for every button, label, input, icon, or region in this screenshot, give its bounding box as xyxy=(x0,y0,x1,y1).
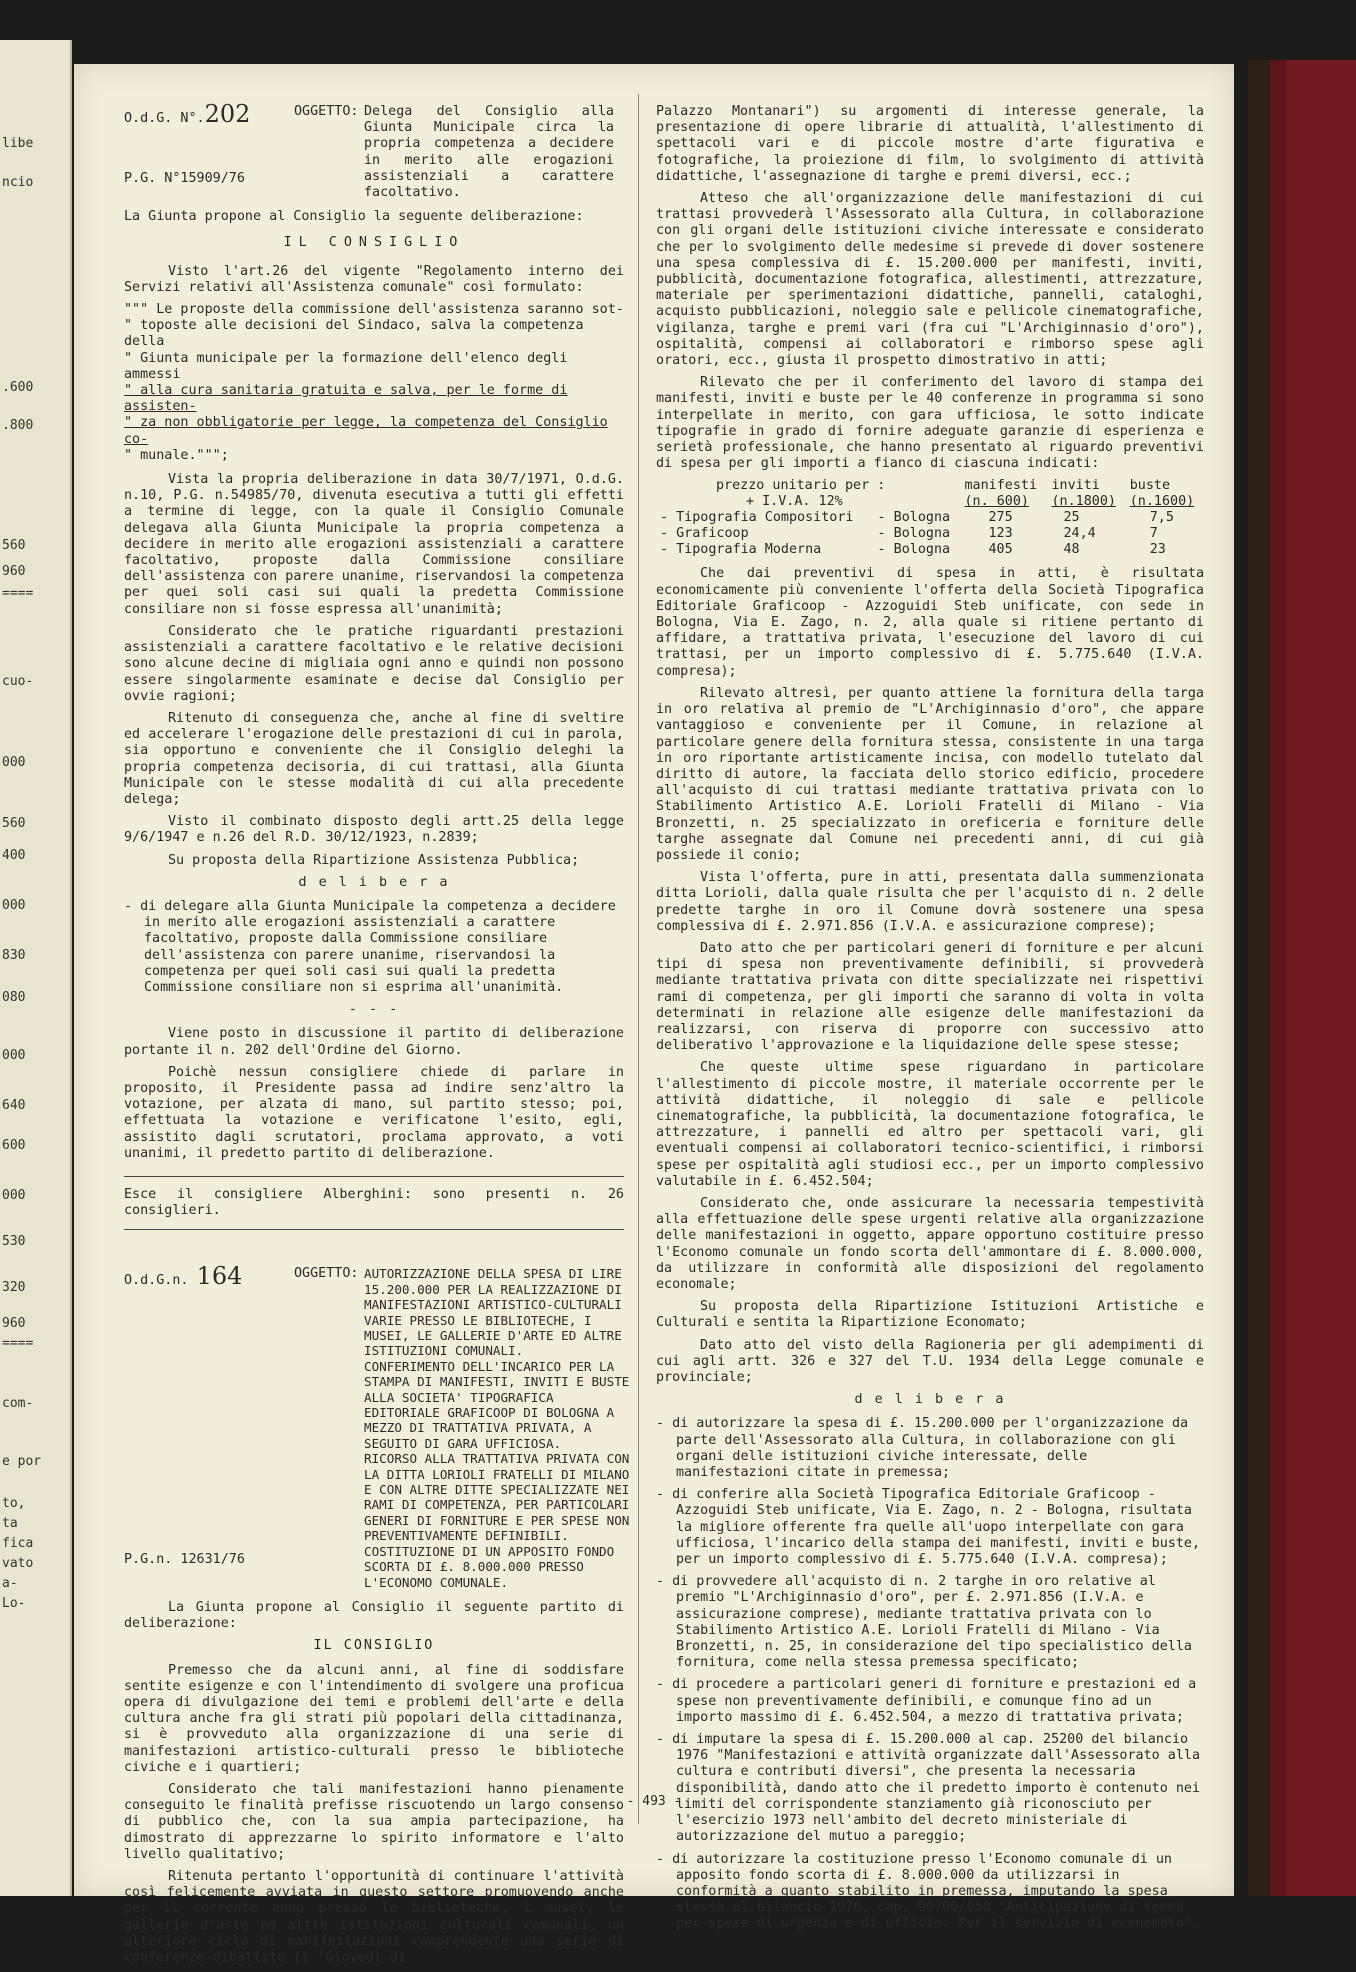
table-row: - Tipografia Moderna - Bologna 405 48 23 xyxy=(660,542,1166,558)
paragraph: Visto il combinato disposto degli artt.25 della legge 9/6/1947 e n.26 del R.D. 30/12/1923, n.2839; xyxy=(124,814,624,846)
quotes-table xyxy=(656,478,1204,558)
paragraph: Dato atto del visto della Ragioneria per gli adempimenti di cui agli artt. 326 e 327 del T.U. 1934 della Legge comunale e provinciale; xyxy=(656,1337,1204,1386)
prev-page-fragment: 830 xyxy=(2,948,26,963)
odg-label: O.d.G. N°. xyxy=(124,111,205,126)
paragraph: Su proposta della Ripartizione Assistenza Pubblica; xyxy=(168,852,580,868)
intro: La Giunta propone al Consiglio la seguente deliberazione: xyxy=(124,209,584,225)
pg-number: P.G.n. 12631/76 xyxy=(124,1551,245,1567)
paragraph: Ritenuta pertanto l'opportunità di continuare l'attività così felicemente avviata in questo settore promuovendo anche per il corrente anno presso le biblioteche, i musei, le gallerie d'arte ed altre istituzioni culturali comunali, un ulteriore ciclo di manifestazioni comprendente una serie di conferenze-dibattito (i "Giovedì di xyxy=(124,1868,624,1965)
paragraph: Atteso che all'organizzazione delle manifestazioni di cui trattasi provvederà l'Assessorato alla Cultura, in collaborazione con gli organi delle istituzioni civiche interessate e considerato che per lo svolgimento delle medesime si prevede di dover sostenere una spesa complessiva di £. 15.200.000 per manifesti, inviti, pubblicità, documentazione fotografica, allestimenti, attrezzature, materiale per sperimentazioni didattiche, pannelli, cataloghi, acquisto pubblicazioni, noleggio sale e pellicole cinematografiche, vigilanza, targhe e premi vari (fra cui "L'Archiginnasio d'oro"), ospitalità, compensi ai collaboratori e rimborso spese agli oratori, ecc., giusta il prospetto dimostrativo in atti; xyxy=(656,191,1204,369)
resolution-item: - di procedere a particolari generi di forniture e prestazioni ed a spese non preventivamente definibili, e comunque fino ad un importo massimo di £. 6.452.504, a mezzo di trattativa privata; xyxy=(656,1677,1197,1725)
paragraph: Su proposta della Ripartizione Istituzioni Artistiche e Culturali e sentita la Ripartizione Economato; xyxy=(656,1299,1204,1331)
prev-page-fragment: 000 xyxy=(2,1048,26,1063)
prev-page-fragment: 000 xyxy=(2,1188,26,1203)
prev-page-fragment: e por xyxy=(2,1454,42,1469)
prev-page-fragment: 960 xyxy=(2,564,26,579)
prev-page-fragment: libe xyxy=(2,136,34,151)
previous-page-edge xyxy=(0,40,72,1896)
table-header: prezzo unitario per : manifesti inviti buste xyxy=(716,478,1171,494)
table-row: - Tipografia Compositori - Bologna 275 25 7,5 xyxy=(660,510,1174,526)
oggetto-text: AUTORIZZAZIONE DELLA SPESA DI LIRE 15.200.000 PER LA REALIZZAZIONE DI MANIFESTAZIONI ARTISTICO-CULTURALI VARIE PRESSO LE BIBLIOTECHE, I MUSEI, LE GALLERIE D'ARTE ED ALTRE ISTITUZIONI COMUNALI. CONFERIMENTO DELL'INCARICO PER LA STAMPA DI MANIFESTI, INVITI E BUSTE ALLA SOCIETA' TIPOGRAFICA EDITORIALE GRAFICOOP DI BOLOGNA A MEZZO DI TRATTATIVA PRIVATA, A SEGUITO DI GARA UFFICIOSA. RICORSO ALLA TRATTATIVA PRIVATA CON LA DITTA LORIOLI FRATELLI DI MILANO E CON ALTRE DITTE SPECIALIZZATE NEI RAMI DI COMPETENZA, PER PARTICOLARI GENERI DI FORNITURE E PER SPESE NON PREVENTIVAMENTE DEFINIBILI. COSTITUZIONE DI UN APPOSITO FONDO SCORTA DI £. 8.000.000 PRESSO L'ECONOMO COMUNALE. xyxy=(364,1266,630,1590)
odg-number: 164 xyxy=(196,1262,243,1291)
prev-page-fragment: 320 xyxy=(2,1280,26,1295)
quoted-article: """ Le proposte della commissione dell'assistenza saranno sot- " toposte alle decisioni del Sindaco, salva la competenza della " Giunta municipale per la formazione dell'elenco degli ammessi " alla cura sanitaria gratuita e salva, per le forme di assisten- " za non obbligatorie per legge, la competenza del Consiglio co- " munale."""; xyxy=(124,302,624,463)
table-header: + I.V.A. 12% (n. 600) (n.1800) (n.1600) xyxy=(746,494,1195,510)
paragraph: Palazzo Montanari") su argomenti di interesse generale, la presentazione di opere librarie di attualità, l'allestimento di spettacoli vari e di piccole mostre d'arte figurativa e fotografiche, la proiezione di film, lo svolgimento di attività didattiche, l'assegnazione di targhe e premi diversi, ecc.; xyxy=(656,104,1204,184)
prev-page-fragment: 530 xyxy=(2,1234,26,1249)
odg-number: 202 xyxy=(204,100,251,128)
paragraph: Visto l'art.26 del vigente "Regolamento interno dei Servizi relativi all'Assistenza comunale" così formulato: xyxy=(124,263,624,295)
prev-page-fragment: 560 xyxy=(2,538,26,553)
separator: - - - xyxy=(348,1002,400,1018)
attendance-note: Esce il consigliere Alberghini: sono presenti n. 26 consiglieri. xyxy=(124,1186,624,1219)
section-heading: IL CONSIGLIO xyxy=(283,235,465,251)
prev-page-fragment: 600 xyxy=(2,1138,26,1153)
paragraph: Vista l'offerta, pure in atti, presentata dalla summenzionata ditta Lorioli, dalla quale risulta che per l'acquisto di n. 2 delle predette targhe in oro il Comune dovrà sostenere una spesa complessiva di £. 2.971.856 (I.V.A. e assicurazione comprese); xyxy=(656,870,1204,934)
right-column xyxy=(656,104,1204,1939)
odg-164-header xyxy=(124,1262,630,1590)
prev-page-fragment: vato xyxy=(2,1556,34,1571)
prev-page-fragment: ==== xyxy=(2,1336,34,1351)
prev-page-fragment: 960 xyxy=(2,1316,26,1331)
prev-page-fragment: 400 xyxy=(2,848,26,863)
oggetto-text: Delega del Consiglio alla Giunta Municipale circa la propria competenza a decidere in merito alle erogazioni assistenziali a carattere facoltativo. xyxy=(364,104,614,201)
prev-page-fragment: cuo- xyxy=(2,674,34,689)
resolution-item: - di conferire alla Società Tipografica Editoriale Graficoop - Azzoguidi Steb unificate, Via E. Zago, n. 2 - Bologna, risultata la migliore offerente fra quelle all'uopo interpellate con gara ufficiosa, l'incarico della stampa dei manifesti, inviti e buste, per un importo complessivo di £. 5.775.640 (I.V.A. compresa); xyxy=(656,1487,1201,1568)
resolution-item: - di delegare alla Giunta Municipale la competenza a decidere in merito alle erogazioni assistenziali a carattere facoltativo, proposte dalla Commissione consiliare dell'assistenza con parere unanime, riservandosi la competenza per quei soli casi sui quali la predetta Commissione consiliare non si esprima all'unanimità. xyxy=(124,898,616,995)
prev-page-fragment: ncio xyxy=(2,175,34,190)
prev-page-fragment: 080 xyxy=(2,990,26,1005)
oggetto-label: OGGETTO: xyxy=(294,104,359,119)
prev-page-fragment: Lo- xyxy=(2,1596,26,1611)
paragraph: Considerato che le pratiche riguardanti prestazioni assistenziali a carattere facoltativo e le relative decisioni sono alcune decine di migliaia ogni anno e quindi non possono essere singolarmente esaminate e decise dal Consiglio per ovvie ragioni; xyxy=(124,623,624,704)
resolution-item: - di autorizzare la costituzione presso l'Economo comunale di un apposito fondo scorta di £. 8.000.000 da utilizzarsi in conformità a quanto stabilito in premessa, imputando la spesa stessa al bilancio 1976, cap. 90700/050 "Anticipazione di somma per spese di urgenza e di ufficio: Per il servizio di economato". xyxy=(656,1851,1201,1932)
prev-page-fragment: .800 xyxy=(2,418,34,433)
page-number: - 493 - xyxy=(626,1794,682,1809)
delibera-heading: d e l i b e r a xyxy=(298,874,450,890)
document-page xyxy=(74,64,1234,1965)
prev-page-fragment: ==== xyxy=(2,586,34,601)
resolution-item: - di autorizzare la spesa di £. 15.200.000 per l'organizzazione da parte dell'Assessorato alla Cultura, in collaborazione con gli organi delle istituzioni civiche interessate, delle manifestazioni citate in premessa; xyxy=(656,1416,1189,1481)
prev-page-fragment: a- xyxy=(2,1576,18,1591)
paragraph: Che queste ultime spese riguardano in particolare l'allestimento di piccole mostre, il materiale occorrente per le attività didattiche, il noleggio di sale e pellicole cinematografiche, la pubblicità, la documentazione fotografica, le attrezzature, i pannelli ed altro per spettacoli vari, gli eventuali compensi ai collaboratori tecnico-scientifici, i rimborsi spese per ospitalità agli studiosi ecc., per un importo complessivo valutabile in £. 6.452.504; xyxy=(656,1060,1204,1189)
table-row: - Graficoop - Bologna 123 24,4 7 xyxy=(660,526,1158,542)
prev-page-fragment: 560 xyxy=(2,816,26,831)
oggetto-label: OGGETTO: xyxy=(294,1266,359,1282)
prev-page-fragment: com- xyxy=(2,1396,34,1411)
left-column xyxy=(124,100,630,1972)
prev-page-fragment: .600 xyxy=(2,380,34,395)
paragraph: Viene posto in discussione il partito di deliberazione portante il n. 202 dell'Ordine del Giorno. xyxy=(124,1026,624,1058)
paragraph: Ritenuto di conseguenza che, anche al fine di sveltire ed accelerare l'erogazione delle prestazioni di cui in parola, sia opportuno e conveniente che il Consiglio deleghi la propria competenza decisoria, di cui trattasi, alla Giunta Municipale con le stesse modalità di cui alla precedente delega; xyxy=(124,710,624,807)
resolution-item: - di imputare la spesa di £. 15.200.000 al cap. 25200 del bilancio 1976 "Manifestazioni e attività organizzate dall'Assessorato alla cultura e contributi diversi", che presenta la necessaria disponibilità, dando atto che il predetto importo è contenuto nei limiti del corrispondente stanziamento già riconosciuto per l'esercizio 1973 nell'ambito del decreto ministeriale di autorizzazione del mutuo a pareggio; xyxy=(656,1732,1201,1845)
paragraph: Premesso che da alcuni anni, al fine di soddisfare sentite esigenze e con l'intendimento di svolgere una proficua opera di divulgazione dei temi e problemi dell'arte e della cultura anche fra gli strati più popolari della cittadinanza, si è provveduto alla organizzazione di una serie di manifestazioni artistico-culturali presso le biblioteche civiche e i quartieri; xyxy=(124,1662,624,1775)
paragraph: Considerato che tali manifestazioni hanno pienamente conseguito le finalità prefisse riscuotendo un largo consenso di pubblico che, con la sua ampia partecipazione, ha dimostrato di apprezzarne lo spirito informatore e l'alto livello qualitativo; xyxy=(124,1781,624,1862)
resolution-item: - di provvedere all'acquisto di n. 2 targhe in oro relative al premio "L'Archiginnasio d'oro", per £. 2.971.856 (I.V.A. e assicurazione comprese), mediante trattativa privata con lo Stabilimento Artistico A.E. Lorioli Fratelli di Milano - Via Bronzetti, n. 25, in considerazione del tipo specialistico della fornitura, come nella stessa premessa specificato; xyxy=(656,1574,1192,1671)
prev-page-fragment: fica xyxy=(2,1536,34,1551)
prev-page-fragment: 000 xyxy=(2,898,26,913)
column-divider xyxy=(638,94,639,1824)
paragraph: Considerato che, onde assicurare la necessaria tempestività alla effettuazione delle spese urgenti relative alla organizzazione delle manifestazioni in oggetto, appare opportuno costituire presso l'Economo comunale un fondo scorta dell'ammontare di £. 8.000.000, da utilizzare in conformità alle disposizioni del regolamento economale; xyxy=(656,1195,1204,1292)
intro: La Giunta propone al Consiglio il seguente partito di deliberazione: xyxy=(124,1599,624,1632)
section-heading: IL CONSIGLIO xyxy=(313,1638,435,1654)
odg-label: O.d.G.n. xyxy=(124,1273,189,1289)
pg-number: P.G. N°15909/76 xyxy=(124,171,245,187)
prev-page-fragment: to, xyxy=(2,1496,26,1511)
odg-202-header xyxy=(124,100,624,201)
paragraph: Dato atto che per particolari generi di forniture e per alcuni tipi di spesa non preventivamente definibili, si provvederà mediante trattativa privata con ditte specializzate nei rispettivi rami di competenza, per gli importi che saranno di volta in volta determinati in relazione alle esigenze delle manifestazioni da realizzarsi, con riserva di proporre con successivo atto deliberativo l'approvazione e la liquidazione delle spese stesse; xyxy=(656,940,1204,1054)
prev-page-fragment: ta xyxy=(2,1516,18,1531)
paragraph: Rilevato che per il conferimento del lavoro di stampa dei manifesti, inviti e buste per le 40 conferenze in programma si sono interpellate in merito, con gara ufficiosa, le sotto indicate tipografie in grado di fornire adeguate garanzie di esperienza e serietà professionale, che hanno presentato al riguardo preventivi di spesa per gli importi a fianco di ciascuna indicati: xyxy=(656,375,1204,472)
prev-page-fragment: 640 xyxy=(2,1098,26,1113)
paragraph: Che dai preventivi di spesa in atti, è risultata economicamente più conveniente l'offerta della Società Tipografica Editoriale Graficoop - Azzoguidi Steb unificate, con sede in Bologna, Via E. Zago, n. 2, alla quale si ritiene pertanto di affidare, a trattativa privata, l'esecuzione del lavoro di cui trattasi, per un importo complessivo di £. 5.775.640 (I.V.A. compresa); xyxy=(656,566,1204,679)
delibera-heading: d e l i b e r a xyxy=(854,1392,1006,1408)
book-binding xyxy=(1248,60,1352,1896)
paragraph: Vista la propria deliberazione in data 30/7/1971, O.d.G. n.10, P.G. n.54985/70, divenuta esecutiva a tutti gli effetti a termine di legge, con la quale il Consiglio Comunale delegava alla Giunta Municipale la propria competenza a decidere in merito alle erogazioni assistenziali a carattere facoltativo, proposte dalla Commissione consiliare dell'assistenza con parere unanime, riservandosi la competenza per quei soli casi sui quali la predetta Commissione consiliare non si fosse espressa all'unanimità; xyxy=(124,472,624,617)
prev-page-fragment: 000 xyxy=(2,755,26,770)
paragraph: Rilevato altresì, per quanto attiene la fornitura della targa in oro relativa al premio de "L'Archiginnasio d'oro", che appare vantaggioso e conveniente per il Comune, in relazione al particolare genere della fornitura stessa, consistente in una targa in oro riportante artisticamente incisa, con modello tutelato dal diritto di autore, la facciata dello storico edificio, procedere all'acquisto di cui trattasi mediante trattativa privata con lo Stabilimento Artistico A.E. Lorioli Fratelli di Milano - Via Bronzetti, n. 25 specializzato in oreficeria e forniture delle targhe assegnate dal Comune nei precedenti anni, di cui già possiede il conio; xyxy=(656,685,1204,863)
paragraph: Poichè nessun consigliere chiede di parlare in proposito, il Presidente passa ad indire senz'altro la votazione, per alzata di mano, sul partito stesso; poi, effettuata la votazione e verificatone l'esito, egli, assistito dagli scrutatori, proclama approvato, a voti unanimi, il predetto partito di deliberazione. xyxy=(124,1064,624,1161)
